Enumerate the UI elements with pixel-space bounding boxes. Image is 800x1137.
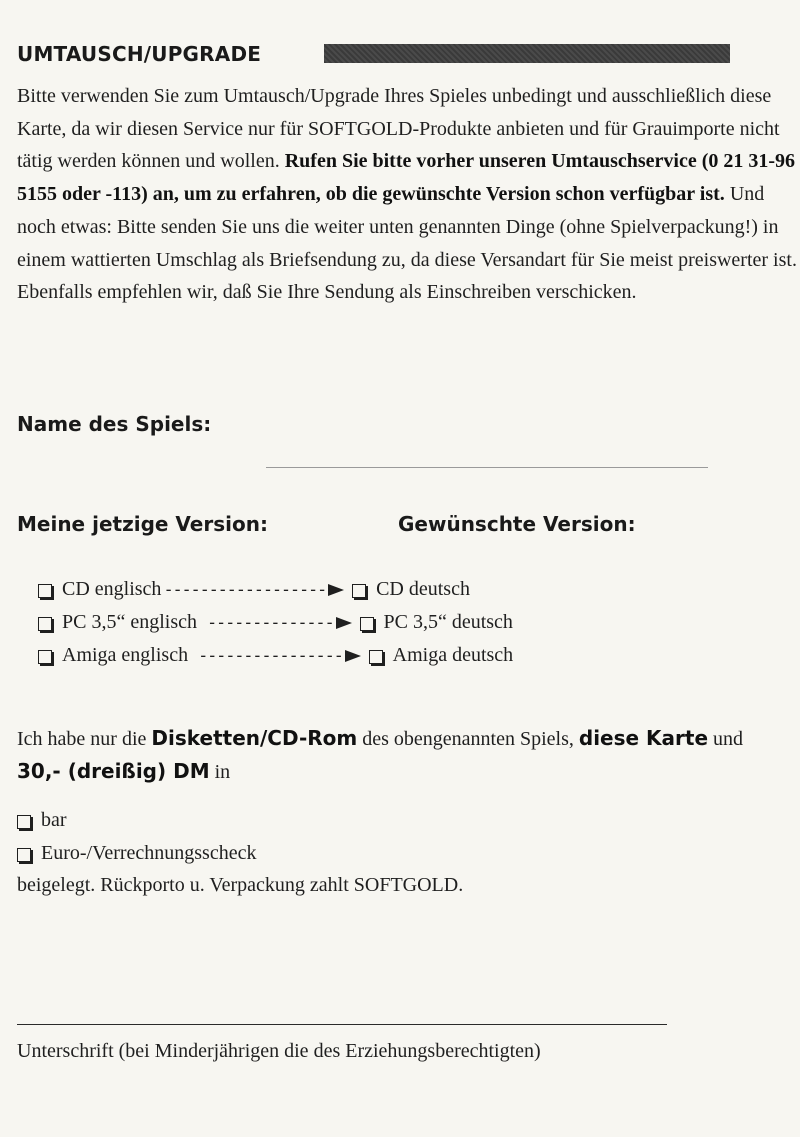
payment-option-label: Euro-/Verrechnungsscheck [41,842,257,864]
version-to-label: Amiga deutsch [392,644,514,666]
statement-emphasis: diese Karte [578,726,709,750]
checkbox-pc-german[interactable] [360,617,374,631]
version-from-label: CD englisch [62,578,162,600]
dashed-connector: -------------- [207,612,334,633]
game-name-field[interactable] [266,467,708,468]
desired-version-label: Gewünschte Version: [398,512,636,536]
payment-option-cash [17,809,67,832]
page-title: UMTAUSCH/UPGRADE [17,42,262,66]
payment-option-cheque [17,842,256,865]
statement-emphasis: Disketten/CD-Rom [151,726,358,750]
version-to-label: PC 3,5“ deutsch [383,611,513,633]
checkbox-pc-english[interactable] [38,617,52,631]
version-row-amiga [38,644,513,667]
arrow-right-icon [345,650,361,662]
statement-text: in [209,761,231,783]
statement-text: Ich habe nur die [17,728,152,750]
statement-paragraph [17,722,787,788]
arrow-right-icon [328,584,344,596]
version-row-pc [38,611,513,634]
statement-emphasis: 30,- (dreißig) DM [17,759,210,783]
header [17,42,261,66]
checkbox-cash[interactable] [17,815,31,829]
game-name-label: Name des Spiels: [17,412,212,436]
intro-text-2: Und noch etwas: Bitte senden Sie uns die weiter unten genannten Dinge (ohne Spielverpackung!) in einem wattierten Umschlag als Briefsendung zu, da diese Versandart für Sie meist preiswerter ist. Ebenfalls empfehlen wir, daß Sie Ihre Sendung als Einschreiben verschicken. [17,183,797,304]
checkbox-cd-german[interactable] [352,584,366,598]
intro-bold-text: Rufen Sie bitte vorher unseren Umtauschservice (0 21 31-96 5155 oder -113) an, um zu erfahren, ob die gewünschte Version schon verfügbar ist. [17,150,796,206]
intro-paragraph [17,80,800,309]
version-from-label: Amiga englisch [62,644,189,666]
payment-option-label: bar [41,809,67,831]
payment-footer: beigelegt. Rückporto u. Verpackung zahlt SOFTGOLD. [17,874,464,896]
checkbox-amiga-english[interactable] [38,650,52,664]
current-version-label: Meine jetzige Version: [17,512,268,536]
header-decor-bar [324,44,730,63]
dashed-connector: ------------------ [163,579,327,600]
version-row-cd [38,578,470,601]
arrow-right-icon [336,617,352,629]
signature-field[interactable] [17,1024,667,1025]
checkbox-cd-english[interactable] [38,584,52,598]
version-to-label: CD deutsch [376,578,470,600]
checkbox-amiga-german[interactable] [369,650,383,664]
statement-text: des obengenannten Spiels, [357,728,579,750]
statement-text: und [708,728,744,750]
dashed-connector: ---------------- [198,645,343,666]
version-from-label: PC 3,5“ englisch [62,611,197,633]
checkbox-cheque[interactable] [17,848,31,862]
signature-caption: Unterschrift (bei Minderjährigen die des Erziehungsberechtigten) [17,1040,541,1062]
intro-text-1: Bitte verwenden Sie zum Umtausch/Upgrade Ihres Spieles unbedingt und ausschließlich diese Karte, da wir diesen Service nur für SOFTGOLD-Produkte anbieten und für Grauimporte nicht tätig werden können und wollen. [17,85,780,173]
